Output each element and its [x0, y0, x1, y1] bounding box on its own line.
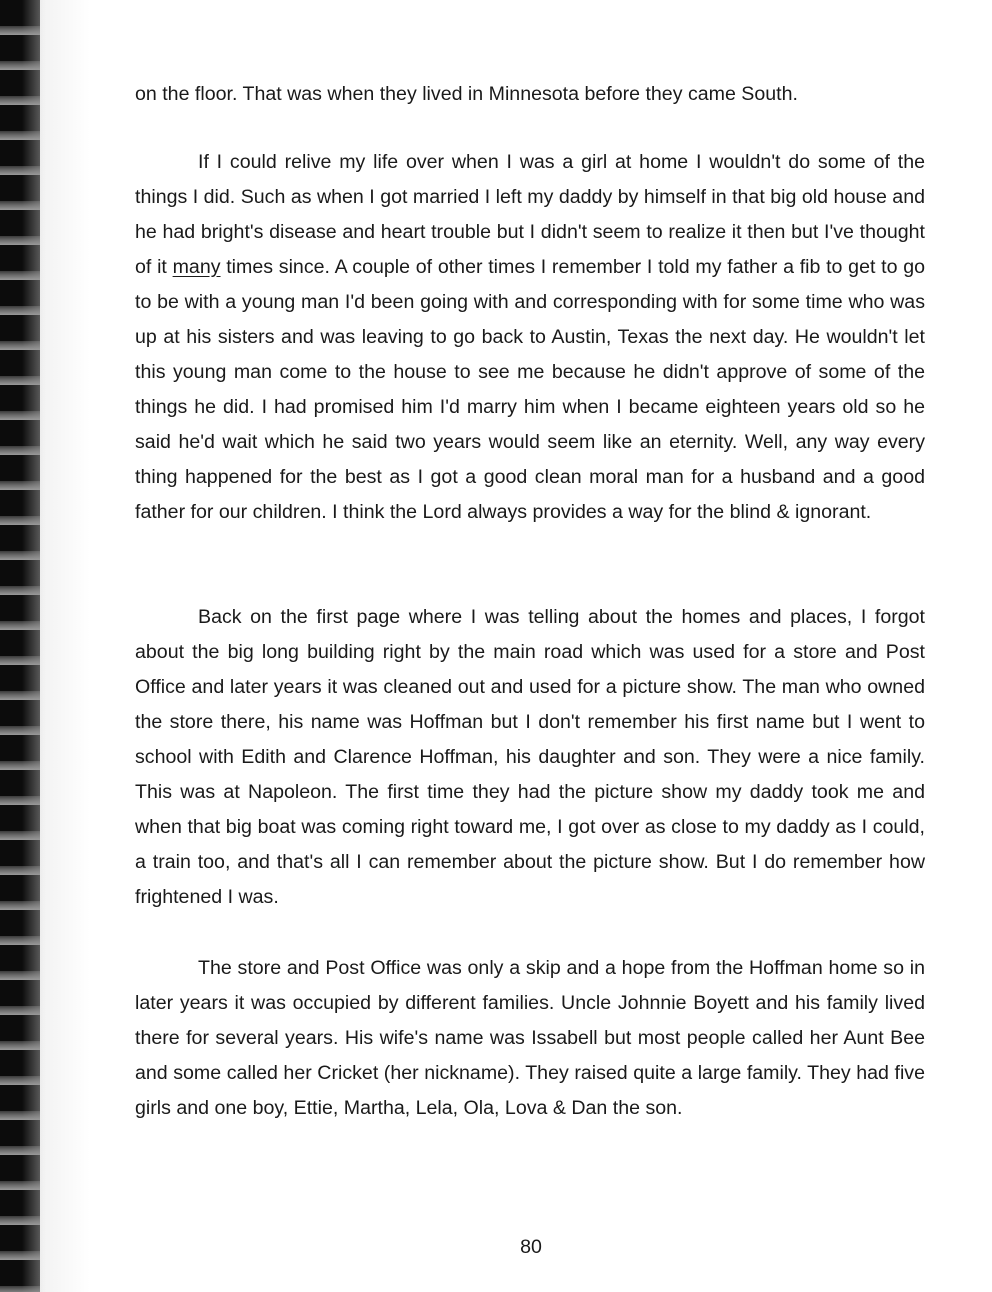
paragraph-relive-life — [135, 145, 925, 530]
underlined-word: many — [172, 256, 221, 278]
paragraph-text: If I could relive my life over when I was a girl at home I wouldn't do some of the things I did. Such as when I got married I left my daddy by himself in that big old house and he had bright's disease and heart trouble but I didn't seem to realize it then but I've thought of it — [135, 151, 925, 278]
paragraph-text: times since. A couple of other times I remember I told my father a fib to get to go to be with a young man I'd been going with and corresponding with for some time who was up at his sisters and was leaving to go back to Austin, Texas the next day. He wouldn't let this young man come to the house to see me because he didn't approve of some of the things he did. I had promised him I'd marry him when I became eighteen years old so he said he'd wait which he said two years would seem like an eternity. Well, any way every thing happened for the best as I got a good clean moral man for a husband and a good father for our children. I think the Lord always provides a way for the blind & ignorant. — [135, 256, 925, 523]
paragraph-hoffman-home: The store and Post Office was only a skip and a hope from the Hoffman home so in later years it was occupied by different families. Uncle Johnnie Boyett and his family lived there for several years. His wife's name was Issabell but most people called her Aunt Bee and some called her Cricket (her nickname). They raised quite a large family. They had five girls and one boy, Ettie, Martha, Lela, Ola, Lova & Dan the son. — [135, 957, 925, 1119]
continuation-line: on the floor. That was when they lived in Minnesota before they came South. — [135, 83, 798, 105]
paragraph-store-post-office: Back on the first page where I was telling about the homes and places, I forgot about the big long building right by the main road which was used for a store and Post Office and later years it was cleaned out and used for a picture show. The man who owned the store there, his name was Hoffman but I don't remember his first name but I went to school with Edith and Clarence Hoffman, his daughter and son. They were a nice family. This was at Napoleon. The first time they had the picture show my daddy took me and when that big boat was coming right toward me, I got over as close to my daddy as I could, a train too, and that's all I can remember about the picture show. But I do remember how frightened I was. — [135, 606, 925, 908]
page-number: 80 — [520, 1236, 542, 1258]
spiral-binding — [0, 0, 40, 1292]
